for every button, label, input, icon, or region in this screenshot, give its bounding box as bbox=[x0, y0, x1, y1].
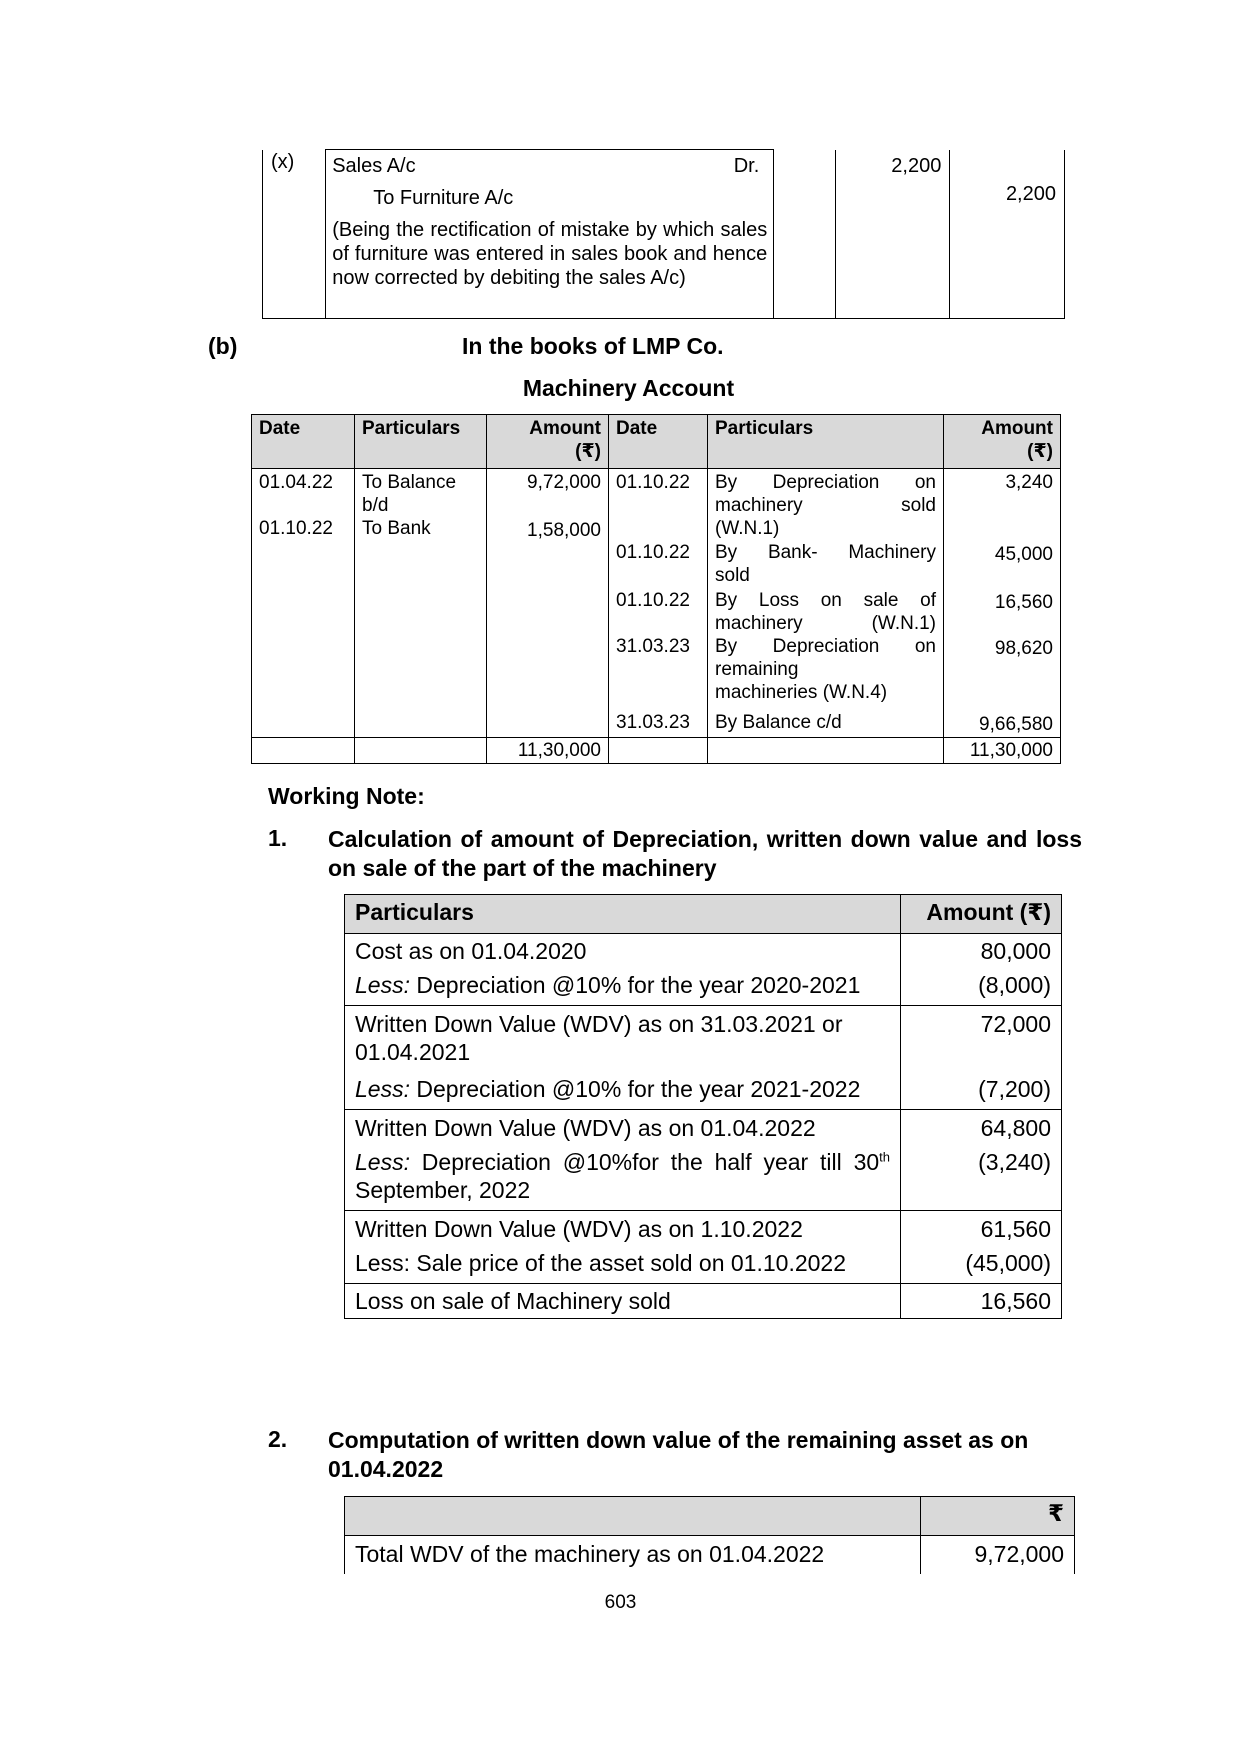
wdv-row bbox=[345, 1536, 1075, 1575]
wdv-header-row bbox=[345, 1497, 1075, 1536]
account-title: Machinery Account bbox=[522, 375, 735, 401]
ledger-credit-date: 01.10.22 bbox=[616, 542, 690, 563]
journal-entry-number: (x) bbox=[263, 150, 326, 319]
ledger-credit-date: 31.03.23 bbox=[616, 636, 690, 657]
ledger-header-particulars-dr: Particulars bbox=[355, 415, 487, 469]
ledger-debit-amount: 1,58,000 bbox=[527, 520, 601, 541]
wdv-header-amount: ₹ bbox=[921, 1497, 1075, 1536]
calc-row: Less: Depreciation @10% for the year 2021-2022 (7,200) bbox=[345, 1069, 1062, 1110]
ledger-header-amount-dr: Amount (₹) bbox=[487, 415, 609, 469]
journal-dr-label: Dr. bbox=[733, 155, 760, 177]
ledger-credit-particulars bbox=[708, 469, 944, 738]
calc-header-amount: Amount (₹) bbox=[901, 895, 1062, 934]
journal-entry-table bbox=[262, 149, 1065, 319]
ledger-debit-date: 01.04.22 bbox=[259, 472, 333, 493]
calc-row: Less: Depreciation @10% for the year 2020-2021 (8,000) bbox=[345, 968, 1062, 1006]
wdv-table bbox=[344, 1496, 1075, 1574]
ledger-debit-total: 11,30,000 bbox=[487, 738, 609, 764]
ledger-total-row bbox=[252, 738, 1061, 764]
journal-narration: (Being the rectification of mistake by which sales of furniture was entered in sales book and hence now corrected by debiting the sales A/c) bbox=[332, 219, 768, 289]
depreciation-calculation-table bbox=[344, 894, 1062, 1319]
journal-debit-account: Sales A/c bbox=[332, 155, 416, 177]
ledger-debit-amount: 9,72,000 bbox=[527, 472, 601, 493]
ledger-credit-particular: By Bank- Machinery sold bbox=[715, 542, 936, 586]
journal-credit-amount: 2,200 bbox=[950, 150, 1065, 319]
working-note-title: Working Note: bbox=[268, 783, 425, 809]
calc-header-particulars: Particulars bbox=[345, 895, 901, 934]
ledger-header-row bbox=[252, 415, 1061, 469]
calc-row: Loss on sale of Machinery sold 16,560 bbox=[345, 1284, 1062, 1319]
ledger-credit-particular: By Balance c/d bbox=[715, 712, 842, 733]
ledger-credit-amount: 3,240 bbox=[1005, 472, 1053, 493]
calc-row: Written Down Value (WDV) as on 31.03.2021 or 01.04.2021 72,000 bbox=[345, 1006, 1062, 1070]
calc-header-row bbox=[345, 895, 1062, 934]
journal-lf-column bbox=[774, 150, 835, 319]
journal-credit-account: To Furniture A/c bbox=[373, 187, 514, 209]
ledger-debit-dates bbox=[252, 469, 355, 738]
ledger-credit-date: 01.10.22 bbox=[616, 590, 690, 611]
note2-number: 2. bbox=[268, 1426, 288, 1452]
calc-row: Written Down Value (WDV) as on 01.04.2022 64,800 bbox=[345, 1110, 1062, 1146]
journal-debit-amount: 2,200 bbox=[835, 150, 950, 319]
calc-row: Less: Depreciation @10%for the half year till 30th September, 2022 (3,240) bbox=[345, 1145, 1062, 1211]
ledger-credit-amount: 16,560 bbox=[994, 592, 1053, 613]
ledger-body-row bbox=[252, 469, 1061, 738]
ledger-debit-particulars bbox=[355, 469, 487, 738]
ledger-credit-particular: By Depreciation on machinery sold (W.N.1) bbox=[715, 472, 936, 539]
calc-row: Written Down Value (WDV) as on 1.10.2022 61,560 bbox=[345, 1211, 1062, 1247]
ledger-credit-amount: 98,620 bbox=[994, 638, 1053, 659]
note1-number: 1. bbox=[268, 825, 288, 851]
ledger-credit-total: 11,30,000 bbox=[944, 738, 1061, 764]
ledger-header-particulars-cr: Particulars bbox=[708, 415, 944, 469]
wdv-row-amount: 9,72,000 bbox=[921, 1536, 1075, 1575]
ledger-credit-date: 01.10.22 bbox=[616, 472, 690, 493]
ledger-debit-date: 01.10.22 bbox=[259, 518, 333, 539]
ledger-header-amount-cr: Amount (₹) bbox=[944, 415, 1061, 469]
ledger-credit-amounts bbox=[944, 469, 1061, 738]
page-number: 603 bbox=[604, 1592, 637, 1613]
journal-particulars bbox=[326, 150, 774, 319]
ledger-credit-particular: By Loss on sale of machinery (W.N.1) bbox=[715, 590, 936, 634]
section-label: (b) bbox=[208, 333, 238, 359]
books-title: In the books of LMP Co. bbox=[462, 333, 724, 359]
ledger-credit-particular: By Depreciation on remaining machineries (W.N.4) bbox=[715, 636, 936, 703]
ledger-credit-dates bbox=[609, 469, 708, 738]
ledger-debit-particular: To Bank bbox=[362, 518, 431, 539]
calc-row: Less: Sale price of the asset sold on 01.10.2022 (45,000) bbox=[345, 1246, 1062, 1284]
ledger-header-date-cr: Date bbox=[609, 415, 708, 469]
machinery-ledger bbox=[251, 414, 1061, 764]
ledger-debit-particular: To Balance b/d bbox=[362, 472, 457, 516]
calc-row: Cost as on 01.04.2020 80,000 bbox=[345, 934, 1062, 969]
wdv-row-text: Total WDV of the machinery as on 01.04.2022 bbox=[345, 1536, 921, 1575]
ledger-credit-date: 31.03.23 bbox=[616, 712, 690, 733]
ledger-header-date-dr: Date bbox=[252, 415, 355, 469]
note2-heading: Computation of written down value of the remaining asset as on 01.04.2022 bbox=[328, 1427, 1029, 1482]
ledger-debit-amounts bbox=[487, 469, 609, 738]
note1-heading: Calculation of amount of Depreciation, written down value and loss on sale of the part of the machinery bbox=[328, 826, 1082, 881]
ledger-credit-amount: 9,66,580 bbox=[979, 714, 1053, 735]
ledger-credit-amount: 45,000 bbox=[994, 544, 1053, 565]
